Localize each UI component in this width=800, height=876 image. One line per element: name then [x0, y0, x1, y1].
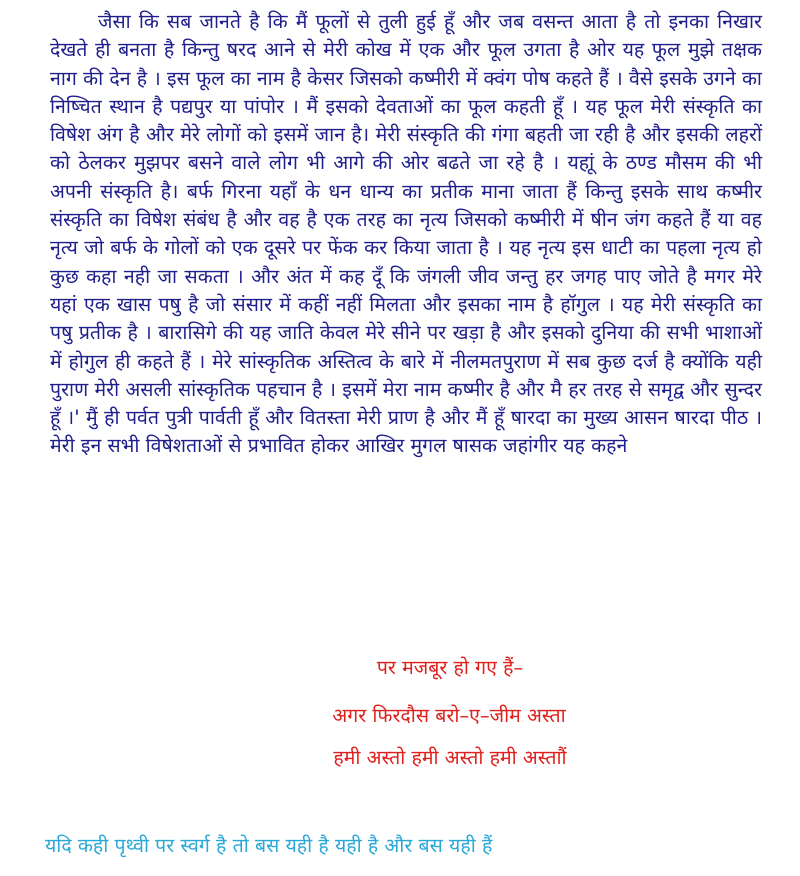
- verse-line-2: अगर फिरदौस बरो–ए–जीम अस्ता: [332, 704, 566, 727]
- body-paragraph: जैसा कि सब जानते है कि मैं फूलों से तुली हुई हूँ और जब वसन्त आता है तो इनका निखार देखते ही बनता है किन्तु षरद आने से मेरी कोख में एक और फूल उगता है ओर यह फूल मुझे तक्षक नाग की देन है । इस फूल का नाम है केसर जिसको कष्मीरी में क्वंग पोष कहते हैं । वैसे इसके उगने का निष्चित स्थान है पद्यपुर या पांपोर । मैं इसको देवताओं का फूल कहती हूँ । यह फूल मेरी संस्कृति का विषेश अंग है और मेरे लोगों को इसमें जान है। मेरी संस्कृति की गंगा बहती जा रही है और इसकी लहरों को ठेलकर मुझपर बसने वाले लोग भी आगे की ओर बढते जा रहे है । यहाूं के ठण्ड मौसम की भी अपनी संस्कृति है। बर्फ गिरना यहाँ के धन धान्य का प्रतीक माना जाता हैं किन्तु इसके साथ कष्मीर संस्कृति का विषेश संबंध है और वह है एक तरह का नृत्य जिसको कष्मीरी में षीन जंग कहते हैं या वह नृत्य जो बर्फ के गोलों को एक दूसरे पर फेंक कर किया जाता है । यह नृत्य इस धाटी का पहला नृत्य हो कुछ कहा नही जा सकता । और अंत में कह दूँ कि जंगली जीव जन्तु हर जगह पाए जोते है मगर मेरे यहां एक खास पषु है जो संसार में कहीं नहीं मिलता और इसका नाम है हॉगुल । यह मेरी संस्कृति का पषु प्रतीक है । बारासिगे की यह जाति केवल मेरे सीने पर खड़ा है और इसको दुनिया की सभी भाशाओं में होगुल ही कहते हैं । मेरे सांस्कृतिक अस्तित्व के बारे में नीलमतपुराण में सब कुछ दर्ज है क्योंकि यही पुराण मेरी असली सांस्कृतिक पहचान है । इसमें मेरा नाम कष्मीर है और मै हर तरह से समृद्व और सुन्दर हूँ ।' मुैं ही पर्वत पुत्री पार्वती हूँ और वितस्ता मेरी प्राण है और मैं हूँ षारदा का मुख्य आसन षारदा पीठ । मेरी इन सभी विषेशताओं से प्रभावित होकर आखिर मुगल षासक जहांगीर यह कहने: [50, 10, 762, 458]
- verse-line-1: पर मजबूर हो गए हैं–: [376, 656, 524, 679]
- translation-line: यदि कही पृथ्वी पर स्वर्ग है तो बस यही है यही है और बस यही हैं: [45, 834, 493, 857]
- verse-line-3: हमी अस्तो हमी अस्तो हमी अस्ताौं: [333, 746, 567, 769]
